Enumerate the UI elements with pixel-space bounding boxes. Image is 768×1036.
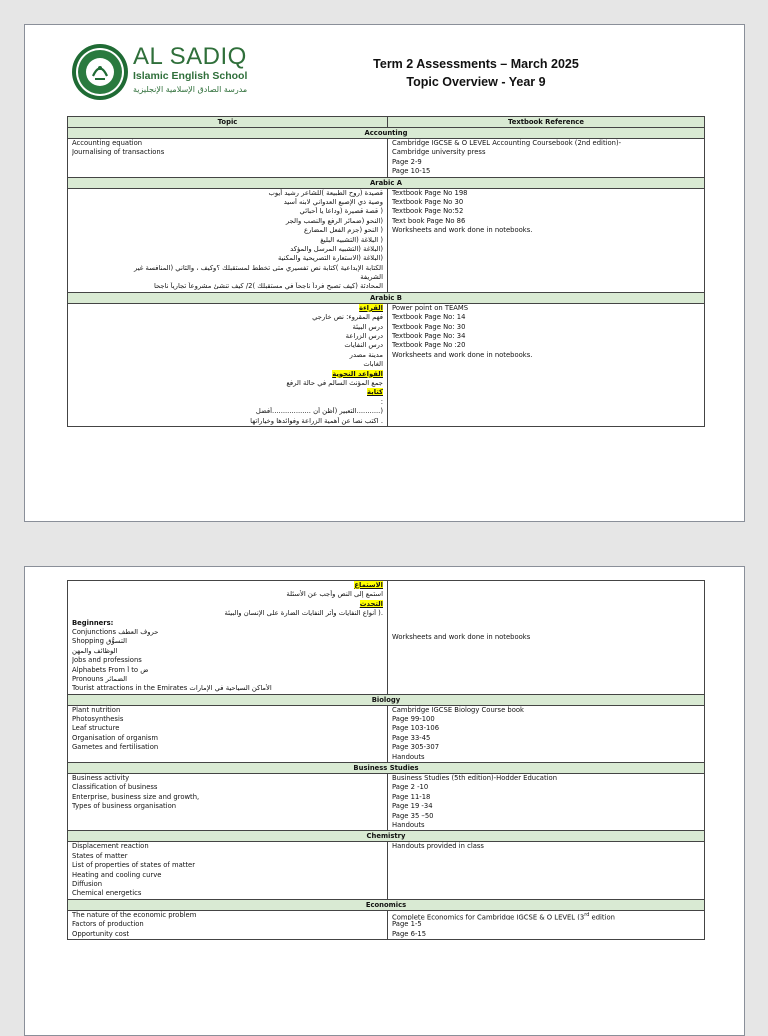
section-heading-economics: Economics [68, 899, 705, 910]
biology-references [388, 705, 705, 762]
reference-item: Textbook Page No 198 [392, 188, 468, 197]
table-row [68, 303, 705, 426]
document-title [351, 55, 601, 91]
biology-topics [68, 705, 388, 762]
document-page-2 [24, 566, 745, 1036]
topic-item: Plant nutrition [72, 705, 121, 714]
table-row [68, 705, 705, 762]
topic-item: Chemical energetics [72, 889, 142, 898]
business-topics [68, 774, 388, 831]
subheading-listening: الاستماع [354, 581, 383, 589]
section-header-row [68, 831, 705, 842]
section-heading-chemistry: Chemistry [68, 831, 705, 842]
chemistry-references [388, 842, 705, 899]
reference-item: Textbook Page No: 34 [392, 332, 466, 341]
topic-item: درس النفايات [344, 341, 383, 350]
school-seal-icon [71, 43, 129, 101]
title-line-2: Topic Overview - Year 9 [406, 75, 546, 89]
section-header-row [68, 694, 705, 705]
topic-item: Organisation of organism [72, 733, 158, 742]
arabic-b-topics [68, 303, 388, 426]
reference-item: Page 103-106 [392, 724, 440, 733]
beginners-item: Shopping التسوُّق [72, 637, 127, 646]
section-header-row [68, 177, 705, 188]
topic-item: Factors of production [72, 920, 144, 929]
reference-item: Page 35 –50 [392, 811, 434, 820]
reference-item: Cambridge IGCSE Biology Course book [392, 705, 524, 714]
topic-item: Opportunity cost [72, 929, 130, 938]
title-line-1: Term 2 Assessments – March 2025 [373, 57, 579, 71]
beginners-label: Beginners: [72, 618, 114, 627]
beginners-item: الوظائف والمهن [72, 646, 118, 655]
topic-column-header: Topic [68, 117, 388, 128]
reference-item: Handouts [392, 752, 425, 761]
reference-item: Page 11-18 [392, 792, 431, 801]
school-subtitle: Islamic English School [133, 70, 248, 82]
topic-item: Heating and cooling curve [72, 870, 162, 879]
arabic-b-continued-references [388, 581, 705, 695]
reference-item: Page 2-9 [392, 157, 422, 166]
topic-item: Leaf structure [72, 724, 120, 733]
topic-item: الكتابة الإبداعية )كتابة نص تفسيري متى تخطط لمستقبلك ؟وكيف ، والثاني (المنافسة غير [134, 263, 383, 272]
topic-item: مدينة مصدر [349, 350, 383, 359]
section-heading-arabic-a: Arabic A [68, 177, 705, 188]
reference-item: Page 305-307 [392, 743, 440, 752]
table-row [68, 774, 705, 831]
accounting-references [388, 139, 705, 178]
beginners-item: Pronouns الضمائر [72, 674, 128, 683]
subheading-reading: القراءة [359, 303, 383, 312]
topic-item: درس الزراعة [345, 332, 383, 341]
topic-item: . اكتب نصا عن أهمية الزراعة وفوائدها وخياراتها [250, 416, 383, 425]
school-arabic-name: مدرسة الصادق الإسلامية الإنجليزية [133, 85, 248, 94]
topic-item: استمع إلى النص وأجب عن الأسئلة [286, 590, 383, 599]
topic-item: Types of business organisation [72, 802, 177, 811]
section-heading-arabic-b: Arabic B [68, 292, 705, 303]
reference-item: Page 33-45 [392, 733, 431, 742]
topic-item: الغابات [363, 360, 383, 369]
reference-item: Page 99-100 [392, 715, 435, 724]
topic-item: درس البيئة [352, 322, 383, 331]
reference-item: Page 19 -34 [392, 802, 433, 811]
business-references [388, 774, 705, 831]
topic-item: Gametes and fertilisation [72, 743, 159, 752]
topic-item: ( البلاغة (التشبيه البليغ [320, 235, 383, 244]
reference-item: Business Studies (5th edition)-Hodder Education [392, 774, 557, 783]
reference-item: Textbook Page No: 14 [392, 313, 466, 322]
topic-item: ( النحو (جزم الفعل المضارع [303, 226, 383, 235]
reference-item: Textbook Page No: 30 [392, 322, 466, 331]
reference-item: Textbook Page No :20 [392, 341, 466, 350]
economics-topics [68, 910, 388, 939]
beginners-item: Jobs and professions [72, 656, 142, 665]
economics-references [388, 910, 705, 939]
topic-item: Journalising of transactions [72, 148, 165, 157]
topic-item: (...........التعبير (أظن أن ..................أفضل [255, 407, 383, 416]
beginners-item: Alphabets From أ to ض [72, 665, 149, 674]
chemistry-topics [68, 842, 388, 899]
reference-item: Page 6-15 [392, 929, 427, 938]
section-header-row [68, 763, 705, 774]
table-row [68, 139, 705, 178]
subheading-speaking: التحدث [359, 599, 383, 608]
topic-item: States of matter [72, 851, 128, 860]
topic-item: الشريفة [360, 273, 383, 282]
topic-item: .( أنواع النفايات وأثر النفايات الضارة على الإنسان والبيئة [224, 609, 383, 618]
writing-prefix: : [380, 397, 383, 406]
table-row [68, 581, 705, 695]
section-heading-business-studies: Business Studies [68, 763, 705, 774]
subheading-writing: كتابة [367, 388, 383, 397]
topic-item: (النحو (ضمائر الرفع والنصب والجر [285, 216, 383, 225]
accounting-topics [68, 139, 388, 178]
section-header-row [68, 292, 705, 303]
document-page-1 [24, 24, 745, 522]
reference-item: Page 10-15 [392, 167, 431, 176]
table-row [68, 188, 705, 292]
topic-item: List of properties of states of matter [72, 861, 196, 870]
arabic-b-continued-topics [68, 581, 388, 695]
reference-item: Worksheets and work done in notebooks. [392, 350, 533, 359]
topic-item: المحادثة (كيف تصبح فرداً ناجحاً في مستقبلك )2/ كيف تنشئ مشروعاً تجارياً ناجحا [153, 282, 383, 291]
section-header-row [68, 899, 705, 910]
topic-item: قصيدة (روح الطبيعة )للشاعر رشيد أيوب [268, 188, 383, 197]
reference-item: Worksheets and work done in notebooks. [392, 226, 533, 235]
section-heading-accounting: Accounting [68, 128, 705, 139]
topic-item: Classification of business [72, 783, 158, 792]
arabic-a-topics [68, 188, 388, 292]
reference-item: Worksheets and work done in notebooks [392, 632, 531, 641]
topics-table [67, 116, 705, 427]
topic-item: Displacement reaction [72, 842, 149, 851]
subheading-grammar: القواعد النحوية [332, 369, 383, 378]
arabic-a-references [388, 188, 705, 292]
topic-item: ( قصة قصيرة (وداعا يا أحبائي [299, 207, 383, 216]
reference-column-header: Textbook Reference [388, 117, 705, 128]
reference-item: Cambridge IGCSE & O LEVEL Accounting Coursebook (2nd edition)- [392, 139, 622, 147]
topic-item: Business activity [72, 774, 130, 783]
topic-item: Diffusion [72, 879, 103, 888]
topic-item: وصية ذي الإصبع العدواني لابنه أسيد [283, 197, 383, 206]
beginners-item: Tourist attractions in the Emirates الأماكن السياحية في الإمارات [72, 684, 272, 693]
section-heading-biology: Biology [68, 694, 705, 705]
reference-item: Handouts [392, 820, 425, 829]
reference-item: Page 1-5 [392, 920, 422, 929]
reference-item: Textbook Page No 30 [392, 197, 464, 206]
reference-item: Complete Economics for Cambridge IGCSE & O LEVEL (3rd edition [392, 911, 615, 921]
topic-item: (البلاغة (التشبيه المرسل والمؤكد [290, 244, 383, 253]
topic-item: The nature of the economic problem [72, 910, 197, 919]
topic-item: (البلاغة (الاستعارة التصريحية والمكنية [277, 254, 383, 263]
reference-item: Handouts provided in class [392, 842, 484, 851]
school-name: AL SADIQ [133, 43, 247, 70]
topic-item: Enterprise, business size and growth, [72, 792, 200, 801]
topic-item: Accounting equation [72, 139, 143, 147]
school-logo [71, 43, 271, 105]
table-row [68, 910, 705, 939]
beginners-item: Conjunctions حروف العطف [72, 627, 159, 636]
topic-item: جمع المؤنث السالم في حالة الرفع [286, 378, 383, 387]
reference-item: Textbook Page No:52 [392, 207, 464, 216]
reference-item: Power point on TEAMS [392, 303, 469, 312]
topic-item: Photosynthesis [72, 715, 124, 724]
arabic-b-references [388, 303, 705, 426]
reference-item: Text book Page No 86 [392, 216, 466, 225]
table-row [68, 842, 705, 899]
reference-item: Page 2 -10 [392, 783, 429, 792]
table-header-row [68, 117, 705, 128]
reference-item: Cambridge university press [392, 148, 486, 157]
topics-table-continued [67, 580, 705, 940]
section-header-row [68, 128, 705, 139]
topic-item: فهم المقروء: نص خارجي [312, 313, 383, 322]
